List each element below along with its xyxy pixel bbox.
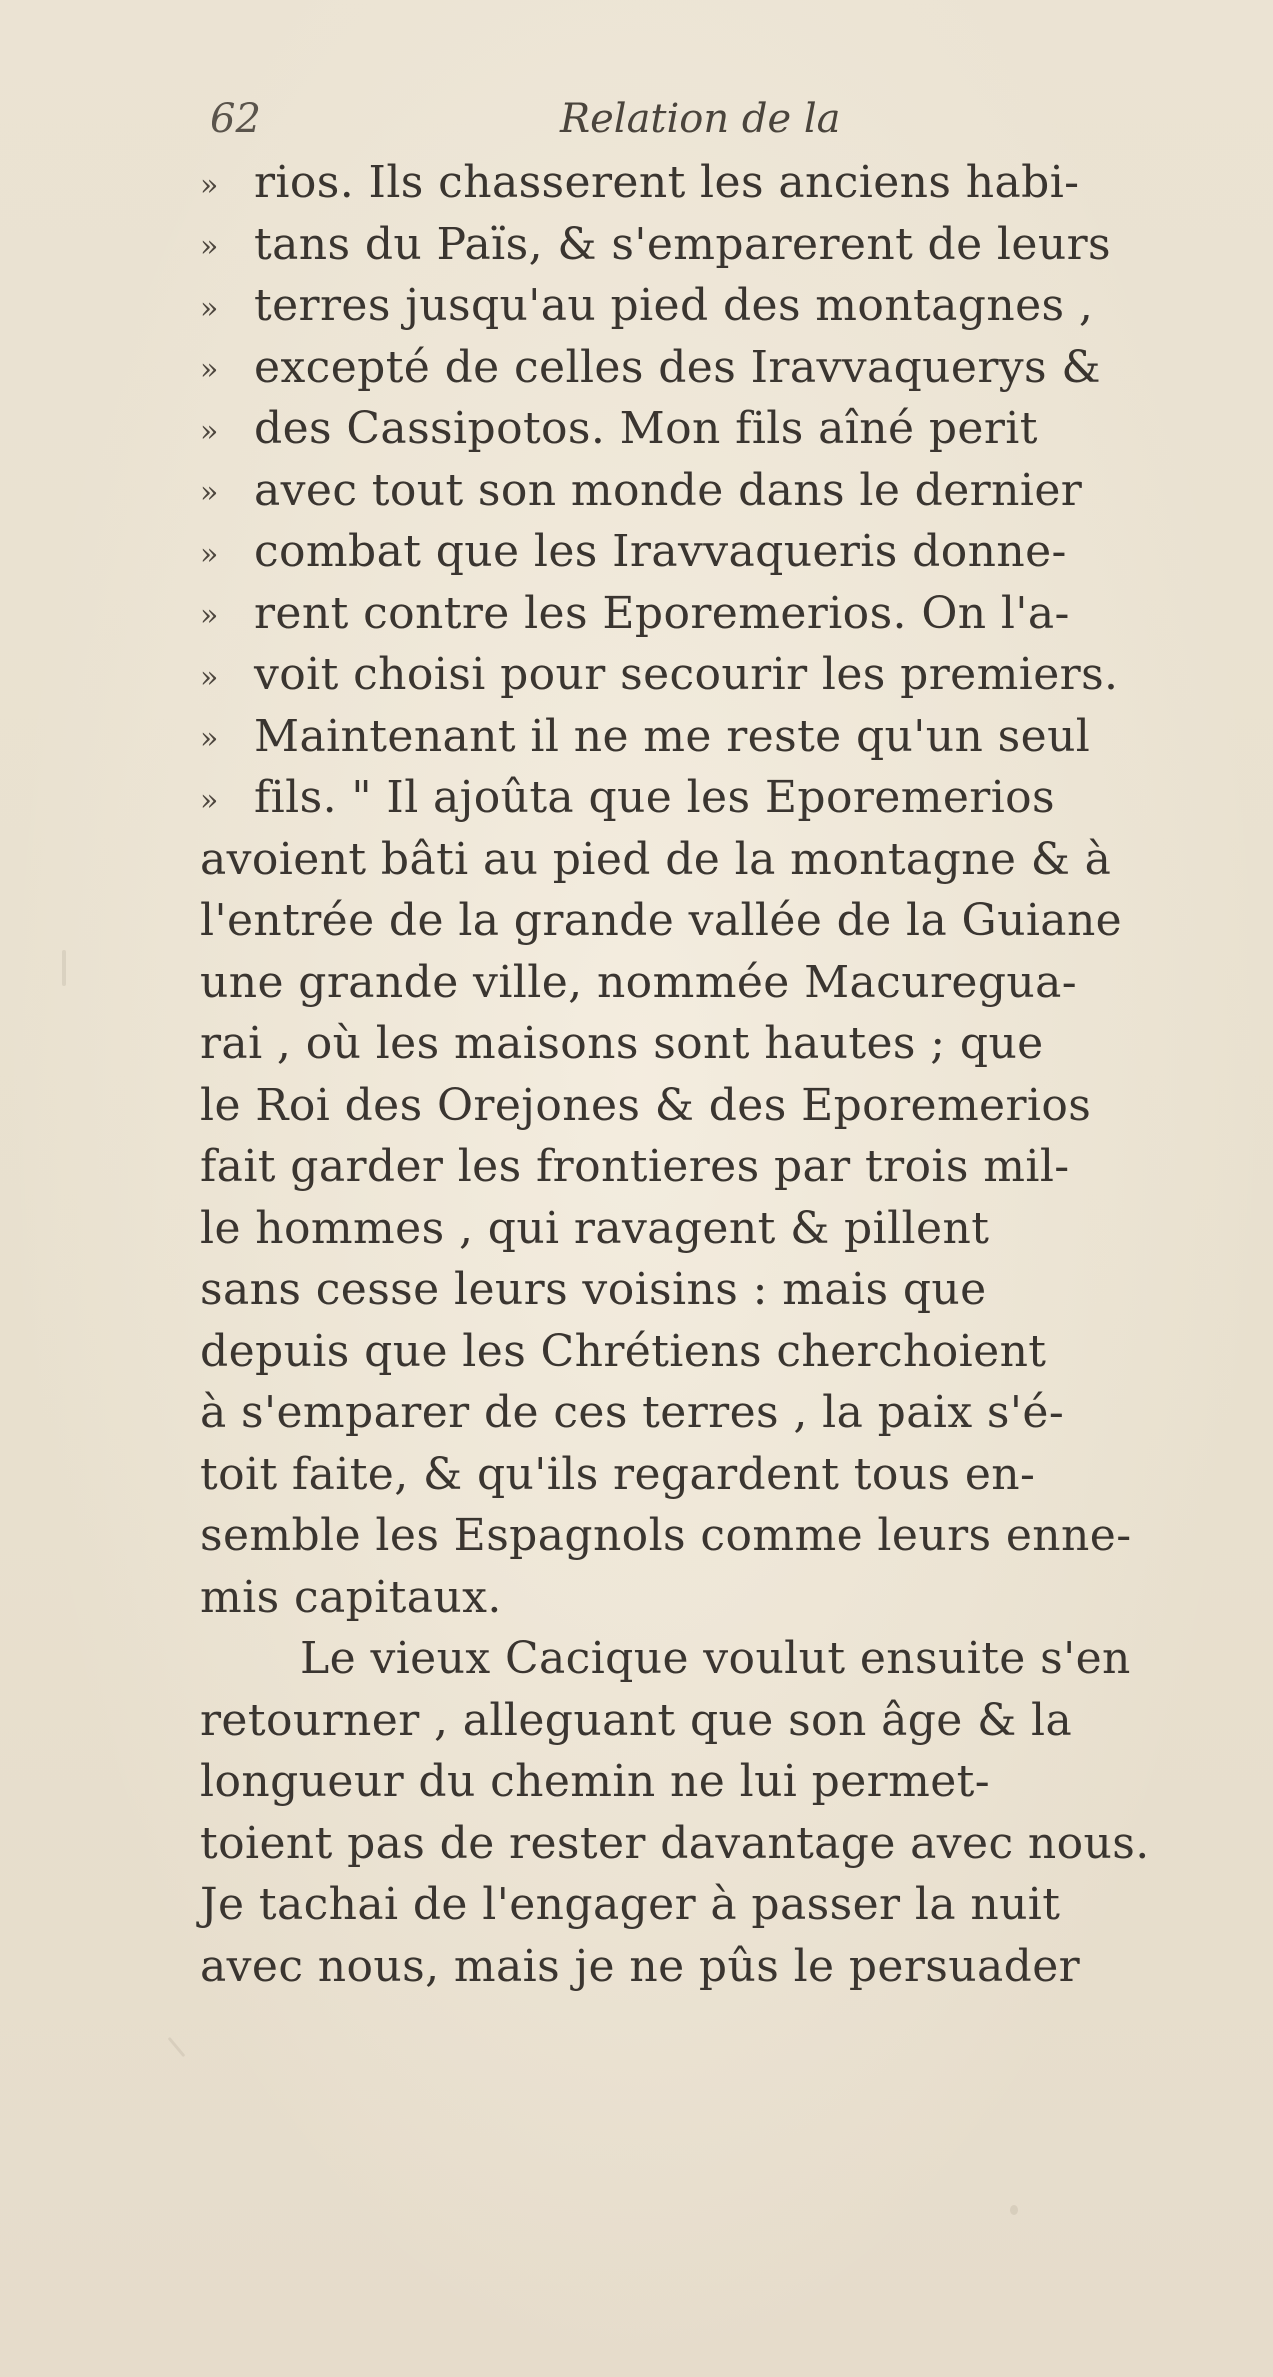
- paper-spot: [62, 950, 66, 986]
- line-text: depuis que les Chrétiens cherchoient: [200, 1325, 1047, 1377]
- text-line: [200, 706, 1210, 768]
- text-line: [200, 337, 1210, 399]
- paper-spot: [168, 2037, 186, 2057]
- line-text: une grande ville, nommée Macuregua-: [200, 956, 1078, 1008]
- text-line: [200, 952, 1210, 1014]
- line-text: avoient bâti au pied de la montagne & à: [200, 833, 1112, 885]
- line-text: toient pas de rester davantage avec nous.: [200, 1817, 1150, 1869]
- line-text: tans du Païs, & s'emparerent de leurs: [254, 218, 1111, 270]
- line-text: le Roi des Orejones & des Eporemerios: [200, 1079, 1092, 1131]
- line-text: rios. Ils chasserent les anciens habi-: [254, 157, 1080, 208]
- line-text: combat que les Iravvaqueris donne-: [254, 526, 1067, 577]
- text-line: [200, 1136, 1210, 1198]
- line-text: rai , où les maisons sont hautes ; que: [200, 1018, 1044, 1069]
- line-text: excepté de celles des Iravvaquerys &: [254, 341, 1101, 393]
- quotation-marker: »: [200, 229, 219, 265]
- text-line: [200, 1075, 1210, 1137]
- text-line: [200, 1936, 1210, 1998]
- quotation-marker: »: [200, 782, 219, 818]
- text-line: [200, 1382, 1210, 1444]
- quotation-marker: »: [200, 659, 219, 695]
- text-line: [200, 398, 1210, 460]
- text-line: [200, 767, 1210, 829]
- line-text: semble les Espagnols comme leurs enne-: [200, 1510, 1132, 1561]
- quotation-marker: »: [200, 598, 219, 634]
- text-line: [200, 1751, 1210, 1813]
- text-line: [200, 1505, 1210, 1567]
- paper-spot: [1010, 2205, 1018, 2215]
- line-text: avec nous, mais je ne pûs le persuader: [200, 1940, 1081, 1992]
- text-line: [200, 275, 1210, 337]
- line-text: voit choisi pour secourir les premiers.: [254, 649, 1119, 700]
- running-head: Relation de la: [560, 96, 841, 142]
- text-line: [200, 152, 1210, 214]
- text-line: [200, 644, 1210, 706]
- text-line: [200, 521, 1210, 583]
- text-line: [200, 829, 1210, 891]
- line-text: mis capitaux.: [200, 1571, 502, 1623]
- quotation-marker: »: [200, 413, 219, 449]
- line-text: longueur du chemin ne lui permet-: [200, 1756, 991, 1807]
- quotation-marker: »: [200, 536, 219, 572]
- line-text: fait garder les frontieres par trois mil-: [200, 1141, 1070, 1192]
- line-text: Je tachai de l'engager à passer la nuit: [200, 1879, 1061, 1930]
- text-line: [200, 1444, 1210, 1506]
- text-line: [200, 214, 1210, 276]
- text-line: [200, 1628, 1210, 1690]
- quotation-marker: »: [200, 721, 219, 757]
- text-line: [200, 460, 1210, 522]
- line-text: des Cassipotos. Mon fils aîné perit: [254, 403, 1038, 454]
- text-line: [200, 1567, 1210, 1629]
- line-text: terres jusqu'au pied des montagnes ,: [254, 280, 1094, 331]
- line-text: Le vieux Cacique voulut ensuite s'en: [300, 1633, 1131, 1684]
- line-text: rent contre les Eporemerios. On l'a-: [254, 587, 1070, 639]
- text-line: [200, 1198, 1210, 1260]
- line-text: l'entrée de la grande vallée de la Guiane: [200, 895, 1123, 946]
- quotation-marker: »: [200, 352, 219, 388]
- text-line: [200, 1321, 1210, 1383]
- text-line: [200, 1013, 1210, 1075]
- line-text: toit faite, & qu'ils regardent tous en-: [200, 1448, 1036, 1500]
- text-line: [200, 583, 1210, 645]
- body-text: [200, 152, 1210, 1997]
- text-line: [200, 1813, 1210, 1875]
- quotation-marker: »: [200, 290, 219, 326]
- line-text: retourner , alleguant que son âge & la: [200, 1694, 1073, 1746]
- page-header: [210, 96, 1010, 156]
- line-text: à s'emparer de ces terres , la paix s'é-: [200, 1387, 1065, 1438]
- quotation-marker: »: [200, 475, 219, 511]
- text-line: [200, 1259, 1210, 1321]
- line-text: sans cesse leurs voisins : mais que: [200, 1264, 987, 1315]
- line-text: avec tout son monde dans le dernier: [254, 464, 1083, 516]
- line-text: le hommes , qui ravagent & pillent: [200, 1202, 990, 1254]
- quotation-marker: »: [200, 167, 219, 203]
- text-line: [200, 1874, 1210, 1936]
- line-text: Maintenant il ne me reste qu'un seul: [254, 710, 1091, 762]
- line-text: fils. " Il ajoûta que les Eporemerios: [254, 772, 1056, 823]
- text-line: [200, 1690, 1210, 1752]
- text-line: [200, 890, 1210, 952]
- page-number: 62: [210, 96, 261, 142]
